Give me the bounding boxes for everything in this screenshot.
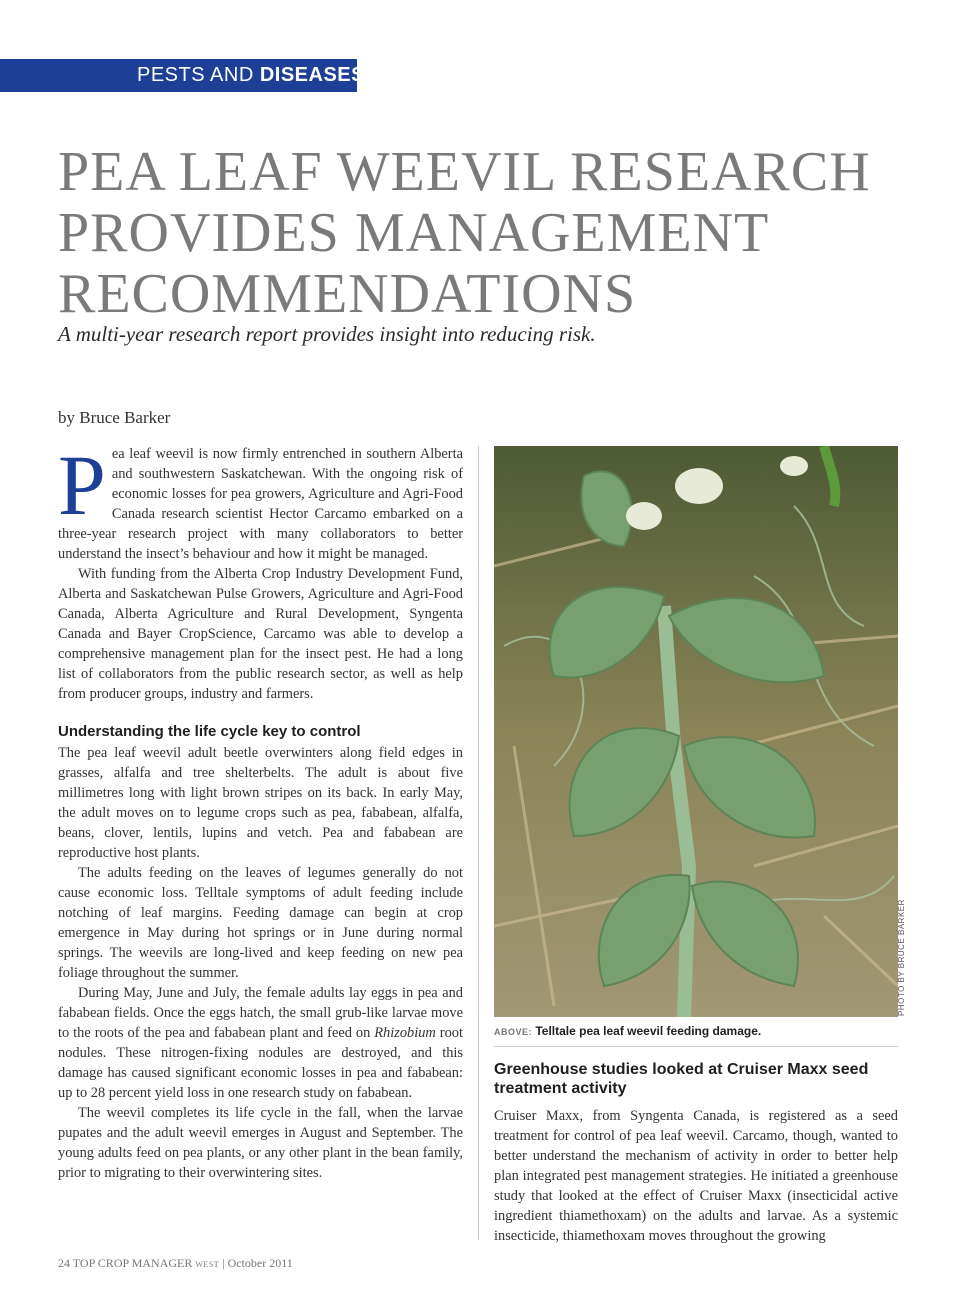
photo-caption [494,1024,898,1038]
issue-date: October 2011 [227,1256,293,1270]
headline-line-3: RECOMMENDATIONS [58,263,637,325]
paragraph-5-text-a: During May, June and July, the female adults lay eggs in pea and fababean fields. Once the eggs hatch, the small grub-like larvae move to the roots of the pea and fababean plant and feed on [58,985,463,1041]
paragraph-3: The pea leaf weevil adult beetle overwinters along field edges in grasses, alfalfa and tree shelterbelts. The adult is about five millimetres long with light brown stripes on its back. In early May, the adult moves on to legume crops such as pea, fababean, alfalfa, beans, clover, lentils, lupins and vetch. Pea and fababean are reproductive host plants. [58,745,463,861]
caption-rule [494,1046,898,1047]
paragraph-4: The adults feeding on the leaves of legumes generally do not cause economic loss. Telltale symptoms of adult feeding include notching of leaf margins. Feeding damage can begin at crop emergence in May during hot springs or in June during normal springs. The weevils are long-lived and keep feeding on new pea foliage throughout the summer. [58,865,463,981]
pea-plant-photo [494,446,898,1017]
page-footer [58,1256,293,1271]
paragraph-1 [58,437,463,564]
footer-separator: | [222,1256,225,1270]
subhead-greenhouse: Greenhouse studies looked at Cruiser Maxx seed treatment activity [494,1061,869,1097]
deck-subtitle: A multi-year research report provides insight into reducing risk. [58,322,596,346]
left-column [58,437,463,1183]
paragraph-7: Cruiser Maxx, from Syngenta Canada, is registered as a seed treatment for control of pea leaf weevil. Carcamo, though, wanted to better understand the mechanism of activity in order to better help plan integrated pest management strategies. He initiated a greenhouse study that looked at the effect of Cruiser Maxx (insecticidal active ingredient thiamethoxam) on the adults and larvae. As a systemic insecticide, thiamethoxam moves throughout the growing [494,1108,898,1244]
section-tag-normal: PESTS AND [137,64,254,86]
paragraph-5-text-b: root nodules. These nitrogen-fixing nodules are destroyed, and this damage has caused significant economic losses in pea and fababean: up to 28 percent yield loss in one research study on fababean. [58,1025,463,1101]
photo-illustration [494,446,898,1017]
column-divider [478,446,479,1240]
headline [58,142,938,325]
caption-label: ABOVE: [494,1027,533,1037]
magazine-edition: WEST [195,1260,220,1269]
drop-cap: P [58,437,106,533]
right-column [494,1060,898,1246]
paragraph-2: With funding from the Alberta Crop Industry Development Fund, Alberta and Saskatchewan Pulse Growers, Agriculture and Agri-Food Canada, Alberta Agriculture and Rural Development, Syngenta Canada and Bayer CropScience, Carcamo was able to develop a comprehensive management plan for the insect pest. He had a long list of collaborators from the public research sector, as well as help from producer groups, industry and farmers. [58,566,463,702]
section-tag-bold: DISEASES [259,64,365,86]
paragraph-6: The weevil completes its life cycle in the fall, when the larvae pupates and the adult weevil emerges in August and September. The young adults feed on pea plants, or any other plant in the bean family, prior to migrating to their overwintering sites. [58,1105,463,1181]
page-number: 24 [58,1256,70,1270]
byline: by Bruce Barker [58,408,171,427]
headline-line-2: PROVIDES MANAGEMENT [58,202,770,264]
photo-credit: PHOTO BY BRUCE BARKER [897,899,906,1016]
headline-line-1: PEA LEAF WEEVIL RESEARCH [58,141,871,203]
section-tag [0,59,365,92]
paragraph-1-text: ea leaf weevil is now firmly entrenched in southern Alberta and southwestern Saskatchewan. With the ongoing risk of economic losses for pea growers, Agriculture and Agri-Food Canada research scientist Hector Carcamo embarked on a three-year research project with many collaborators to better understand the insect’s behaviour and how it might be managed. [58,446,463,562]
paragraph-5 [58,983,463,1103]
rhizobium-italic: Rhizobium [374,1025,436,1041]
subhead-life-cycle: Understanding the life cycle key to control [58,723,361,740]
magazine-name: TOP CROP MANAGER [72,1256,193,1270]
caption-text: Telltale pea leaf weevil feeding damage. [535,1024,762,1038]
